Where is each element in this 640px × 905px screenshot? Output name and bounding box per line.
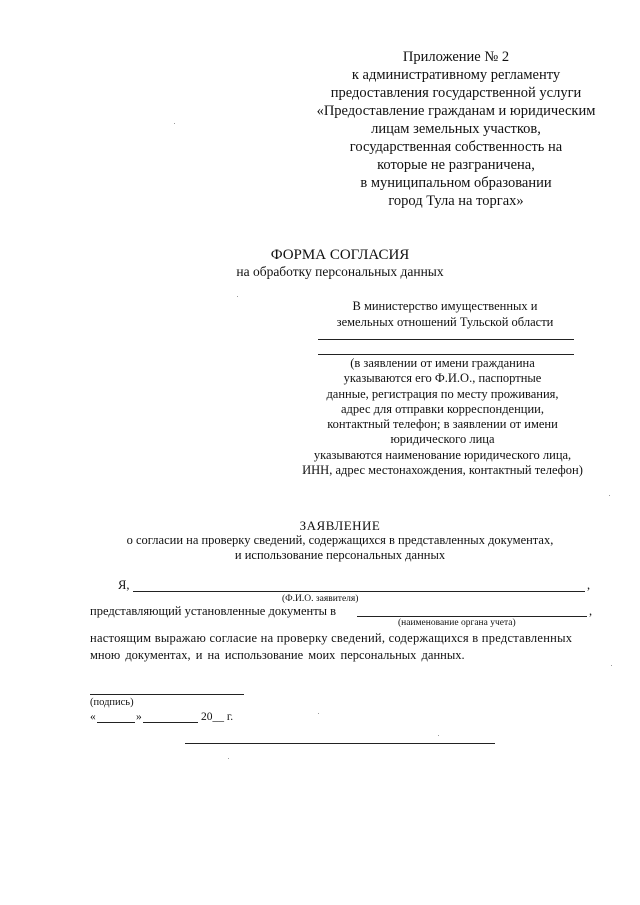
scan-speck [438, 735, 439, 736]
scan-speck [611, 665, 612, 666]
scan-speck [318, 713, 319, 714]
addressee-line-1: В министерство имущественных и [352, 299, 538, 313]
org-caption: (наименование органа учета) [398, 618, 516, 628]
appendix-line-5: лицам земельных участков, [371, 121, 541, 137]
instructions-line-8: ИНН, адрес местонахождения, контактный телефон) [302, 463, 583, 478]
fio-caption: (Ф.И.О. заявителя) [282, 594, 359, 604]
statement-subtitle-line-2: и использование персональных данных [234, 548, 446, 562]
signature-field[interactable] [90, 694, 244, 695]
name-comma: , [587, 578, 591, 592]
instructions-line-4: адрес для отправки корреспонденции, [340, 401, 544, 416]
org-comma: , [589, 604, 593, 618]
appendix-line-7: которые не разграничена, [377, 157, 535, 173]
addressee-blank-line-2[interactable] [318, 354, 574, 355]
addressee-line-2: земельных отношений Тульской области [336, 315, 554, 329]
appendix-line-2: к административному регламенту [351, 67, 561, 83]
addressee-block [300, 298, 590, 330]
date-open-quote: « [90, 711, 96, 723]
consent-line-1: настоящим выражаю согласие на проверку сведений, содержащихся в представленных [90, 631, 573, 645]
date-month-field[interactable] [143, 722, 198, 723]
scan-speck [609, 495, 610, 496]
statement-title: ЗАЯВЛЕНИЕ [299, 518, 381, 533]
instructions-line-7: указываются наименование юридического лица, [313, 447, 572, 462]
signature-caption: (подпись) [90, 697, 134, 708]
bottom-separator [185, 743, 495, 744]
ya-label: Я, [118, 578, 130, 592]
statement-subtitle [90, 533, 590, 563]
consent-text [90, 630, 590, 664]
registration-body-field[interactable] [357, 616, 587, 617]
instructions-line-3: данные, регистрация по месту проживания, [326, 386, 559, 401]
applicant-name-field[interactable] [133, 591, 585, 592]
instructions-line-1: (в заявлении от имени гражданина [350, 356, 535, 370]
appendix-line-3: предоставления государственной услуги [330, 85, 582, 101]
applicant-instructions [290, 356, 595, 478]
appendix-line-4: «Предоставление гражданам и юридическим [316, 103, 596, 119]
form-title: ФОРМА СОГЛАСИЯ [270, 247, 410, 263]
instructions-line-5: контактный телефон; в заявлении от имени [327, 417, 558, 432]
representing-text: представляющий установленные документы в [90, 604, 337, 618]
appendix-line-8: в муниципальном образовании [360, 175, 552, 191]
scan-speck [237, 296, 238, 297]
appendix-block [296, 48, 616, 210]
appendix-line-1: Приложение № 2 [402, 49, 510, 65]
statement-subtitle-line-1: о согласии на проверку сведений, содержащихся в представленных документах, [126, 533, 554, 547]
date-close-quote: » [136, 711, 142, 723]
addressee-blank-line-1[interactable] [318, 339, 574, 340]
form-subtitle: на обработку персональных данных [236, 264, 444, 279]
date-year: 20__ г. [201, 711, 234, 723]
consent-line-2: мною документах, и на использование моих персональных данных. [90, 648, 465, 662]
scan-speck [228, 758, 229, 759]
scan-speck [174, 123, 175, 124]
instructions-line-6: юридического лица [390, 432, 495, 447]
instructions-line-2: указываются его Ф.И.О., паспортные [343, 371, 542, 386]
appendix-line-9: город Тула на торгах» [388, 193, 524, 209]
appendix-line-6: государственная собственность на [349, 139, 563, 155]
date-day-field[interactable] [97, 722, 135, 723]
